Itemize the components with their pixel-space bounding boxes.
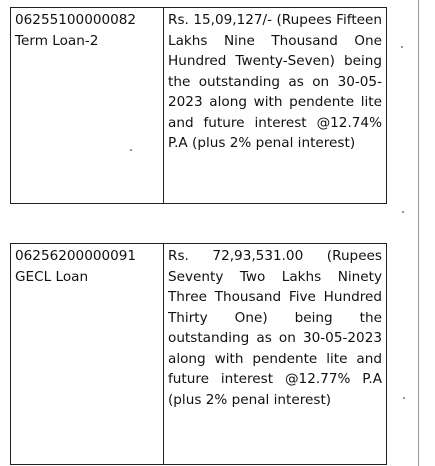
scan-speck bbox=[402, 211, 404, 213]
account-number: 06256200000091 bbox=[15, 248, 137, 264]
scan-speck bbox=[130, 149, 132, 151]
account-number: 06255100000082 bbox=[15, 12, 137, 28]
outstanding-description: Rs. 15,09,127/- (Rupees Fifteen Lakhs Nine Thousand One Hundred Twenty-Seven) being the outstanding as on 30-05-2023 along with pendente lite and future interest @12.74% P.A (plus 2% penal interest) bbox=[164, 8, 387, 204]
account-cell bbox=[11, 244, 164, 465]
scan-speck bbox=[403, 397, 405, 399]
loan-entry-row bbox=[11, 244, 387, 465]
loan-entry-table-1 bbox=[10, 7, 387, 204]
page-edge-rule bbox=[418, 0, 419, 466]
outstanding-description: Rs. 72,93,531.00 (Rupees Seventy Two Lakhs Ninety Three Thousand Five Hundred Thirty One) being the outstanding as on 30-05-2023 along with pendente lite and future interest @12.77% P.A (plus 2% penal interest) bbox=[164, 244, 387, 465]
loan-type: Term Loan-2 bbox=[15, 32, 99, 49]
loan-entry-row bbox=[11, 8, 387, 204]
account-cell bbox=[11, 8, 164, 204]
loan-type: GECL Loan bbox=[15, 268, 89, 285]
scan-speck bbox=[401, 46, 403, 48]
loan-entry-table-2 bbox=[10, 243, 387, 465]
